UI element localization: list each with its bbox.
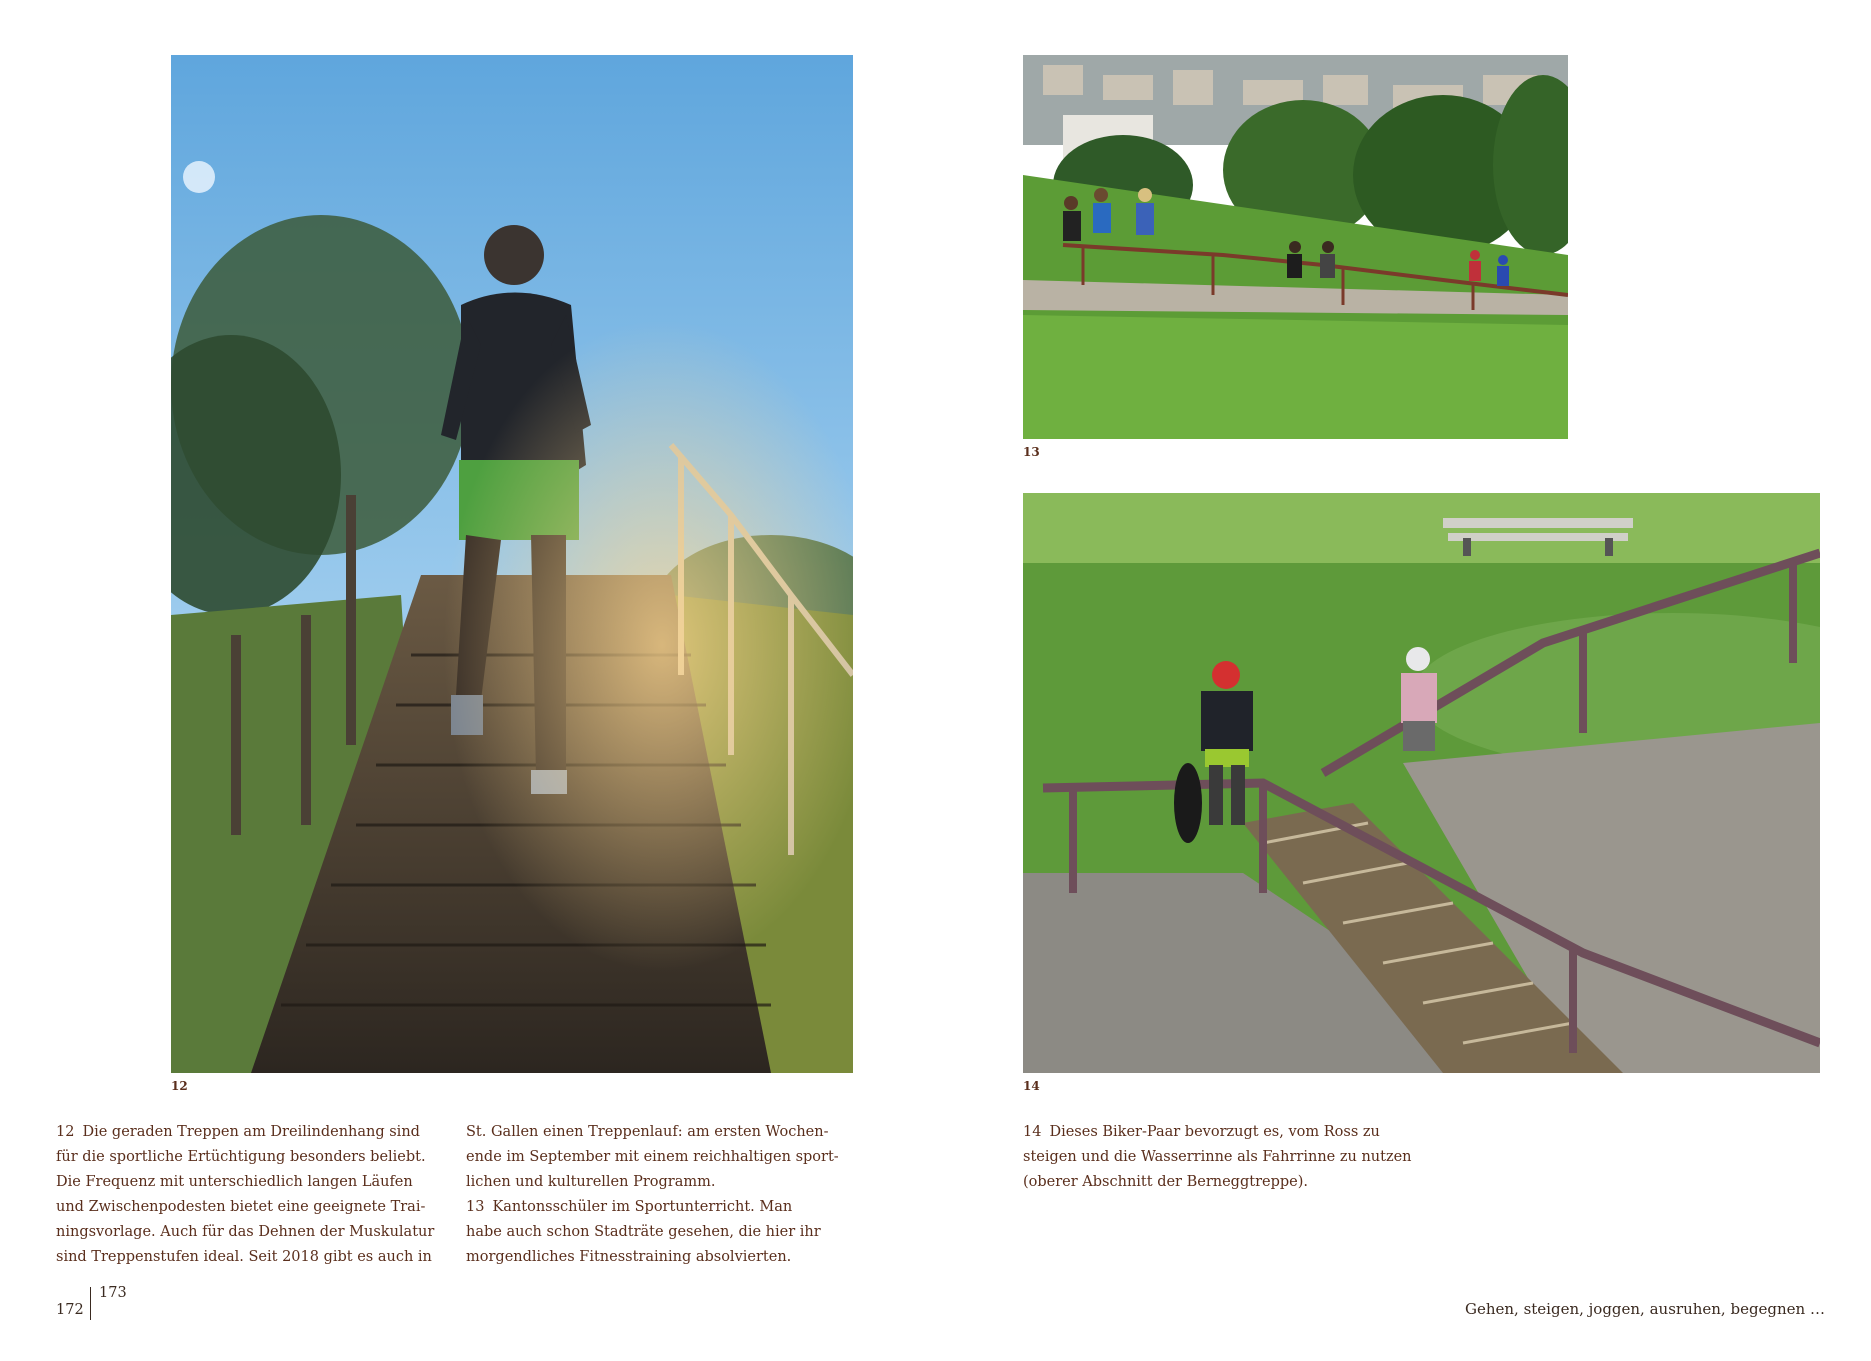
caption-line: St. Gallen einen Treppenlauf: am ersten Wochen- xyxy=(466,1124,829,1140)
caption-line: steigen und die Wasserrinne als Fahrrinne zu nutzen xyxy=(1023,1149,1412,1165)
caption-line xyxy=(1023,1120,1443,1145)
caption-text: Dieses Biker-Paar bevorzugt es, vom Ross zu xyxy=(1049,1124,1380,1140)
photo-13-students-on-stairs xyxy=(1023,55,1568,439)
caption-line: lichen und kulturellen Programm. xyxy=(466,1174,716,1190)
page-number-right: 173 xyxy=(99,1285,127,1301)
caption-text: Die geraden Treppen am Dreilindenhang sind xyxy=(82,1124,420,1140)
caption-number: 14 xyxy=(1023,1124,1042,1140)
caption-line: ende im September mit einem reichhaltigen sport- xyxy=(466,1149,839,1165)
caption-line: habe auch schon Stadträte gesehen, die hier ihr xyxy=(466,1224,821,1240)
caption-column-2 xyxy=(466,1120,866,1270)
caption-line: (oberer Abschnitt der Berneggtreppe). xyxy=(1023,1174,1309,1190)
page-number-left: 172 xyxy=(56,1302,84,1318)
caption-line: und Zwischenpodesten bietet eine geeignete Trai- xyxy=(56,1199,426,1215)
caption-text: Kantonsschüler im Sportunterricht. Man xyxy=(492,1199,793,1215)
photo-12-runner-on-stairs xyxy=(171,55,853,1073)
caption-line xyxy=(466,1195,866,1220)
figure-number-14: 14 xyxy=(1023,1079,1040,1093)
figure-number-13: 13 xyxy=(1023,445,1040,459)
caption-line: morgendliches Fitnesstraining absolvierten. xyxy=(466,1249,792,1265)
caption-line: ningsvorlage. Auch für das Dehnen der Muskulatur xyxy=(56,1224,435,1240)
caption-line xyxy=(56,1120,466,1145)
photo-14-biker-couple xyxy=(1023,493,1820,1073)
caption-number: 13 xyxy=(466,1199,485,1215)
figure-number-12: 12 xyxy=(171,1079,188,1093)
caption-line: sind Treppenstufen ideal. Seit 2018 gibt es auch in xyxy=(56,1249,432,1265)
folio-divider xyxy=(90,1287,91,1320)
caption-line: Die Frequenz mit unterschiedlich langen Läufen xyxy=(56,1174,413,1190)
caption-column-3 xyxy=(1023,1120,1443,1195)
caption-line: für die sportliche Ertüchtigung besonders beliebt. xyxy=(56,1149,426,1165)
caption-column-1 xyxy=(56,1120,466,1270)
running-head: Gehen, steigen, joggen, ausruhen, begegnen … xyxy=(1464,1300,1825,1318)
caption-number: 12 xyxy=(56,1124,75,1140)
